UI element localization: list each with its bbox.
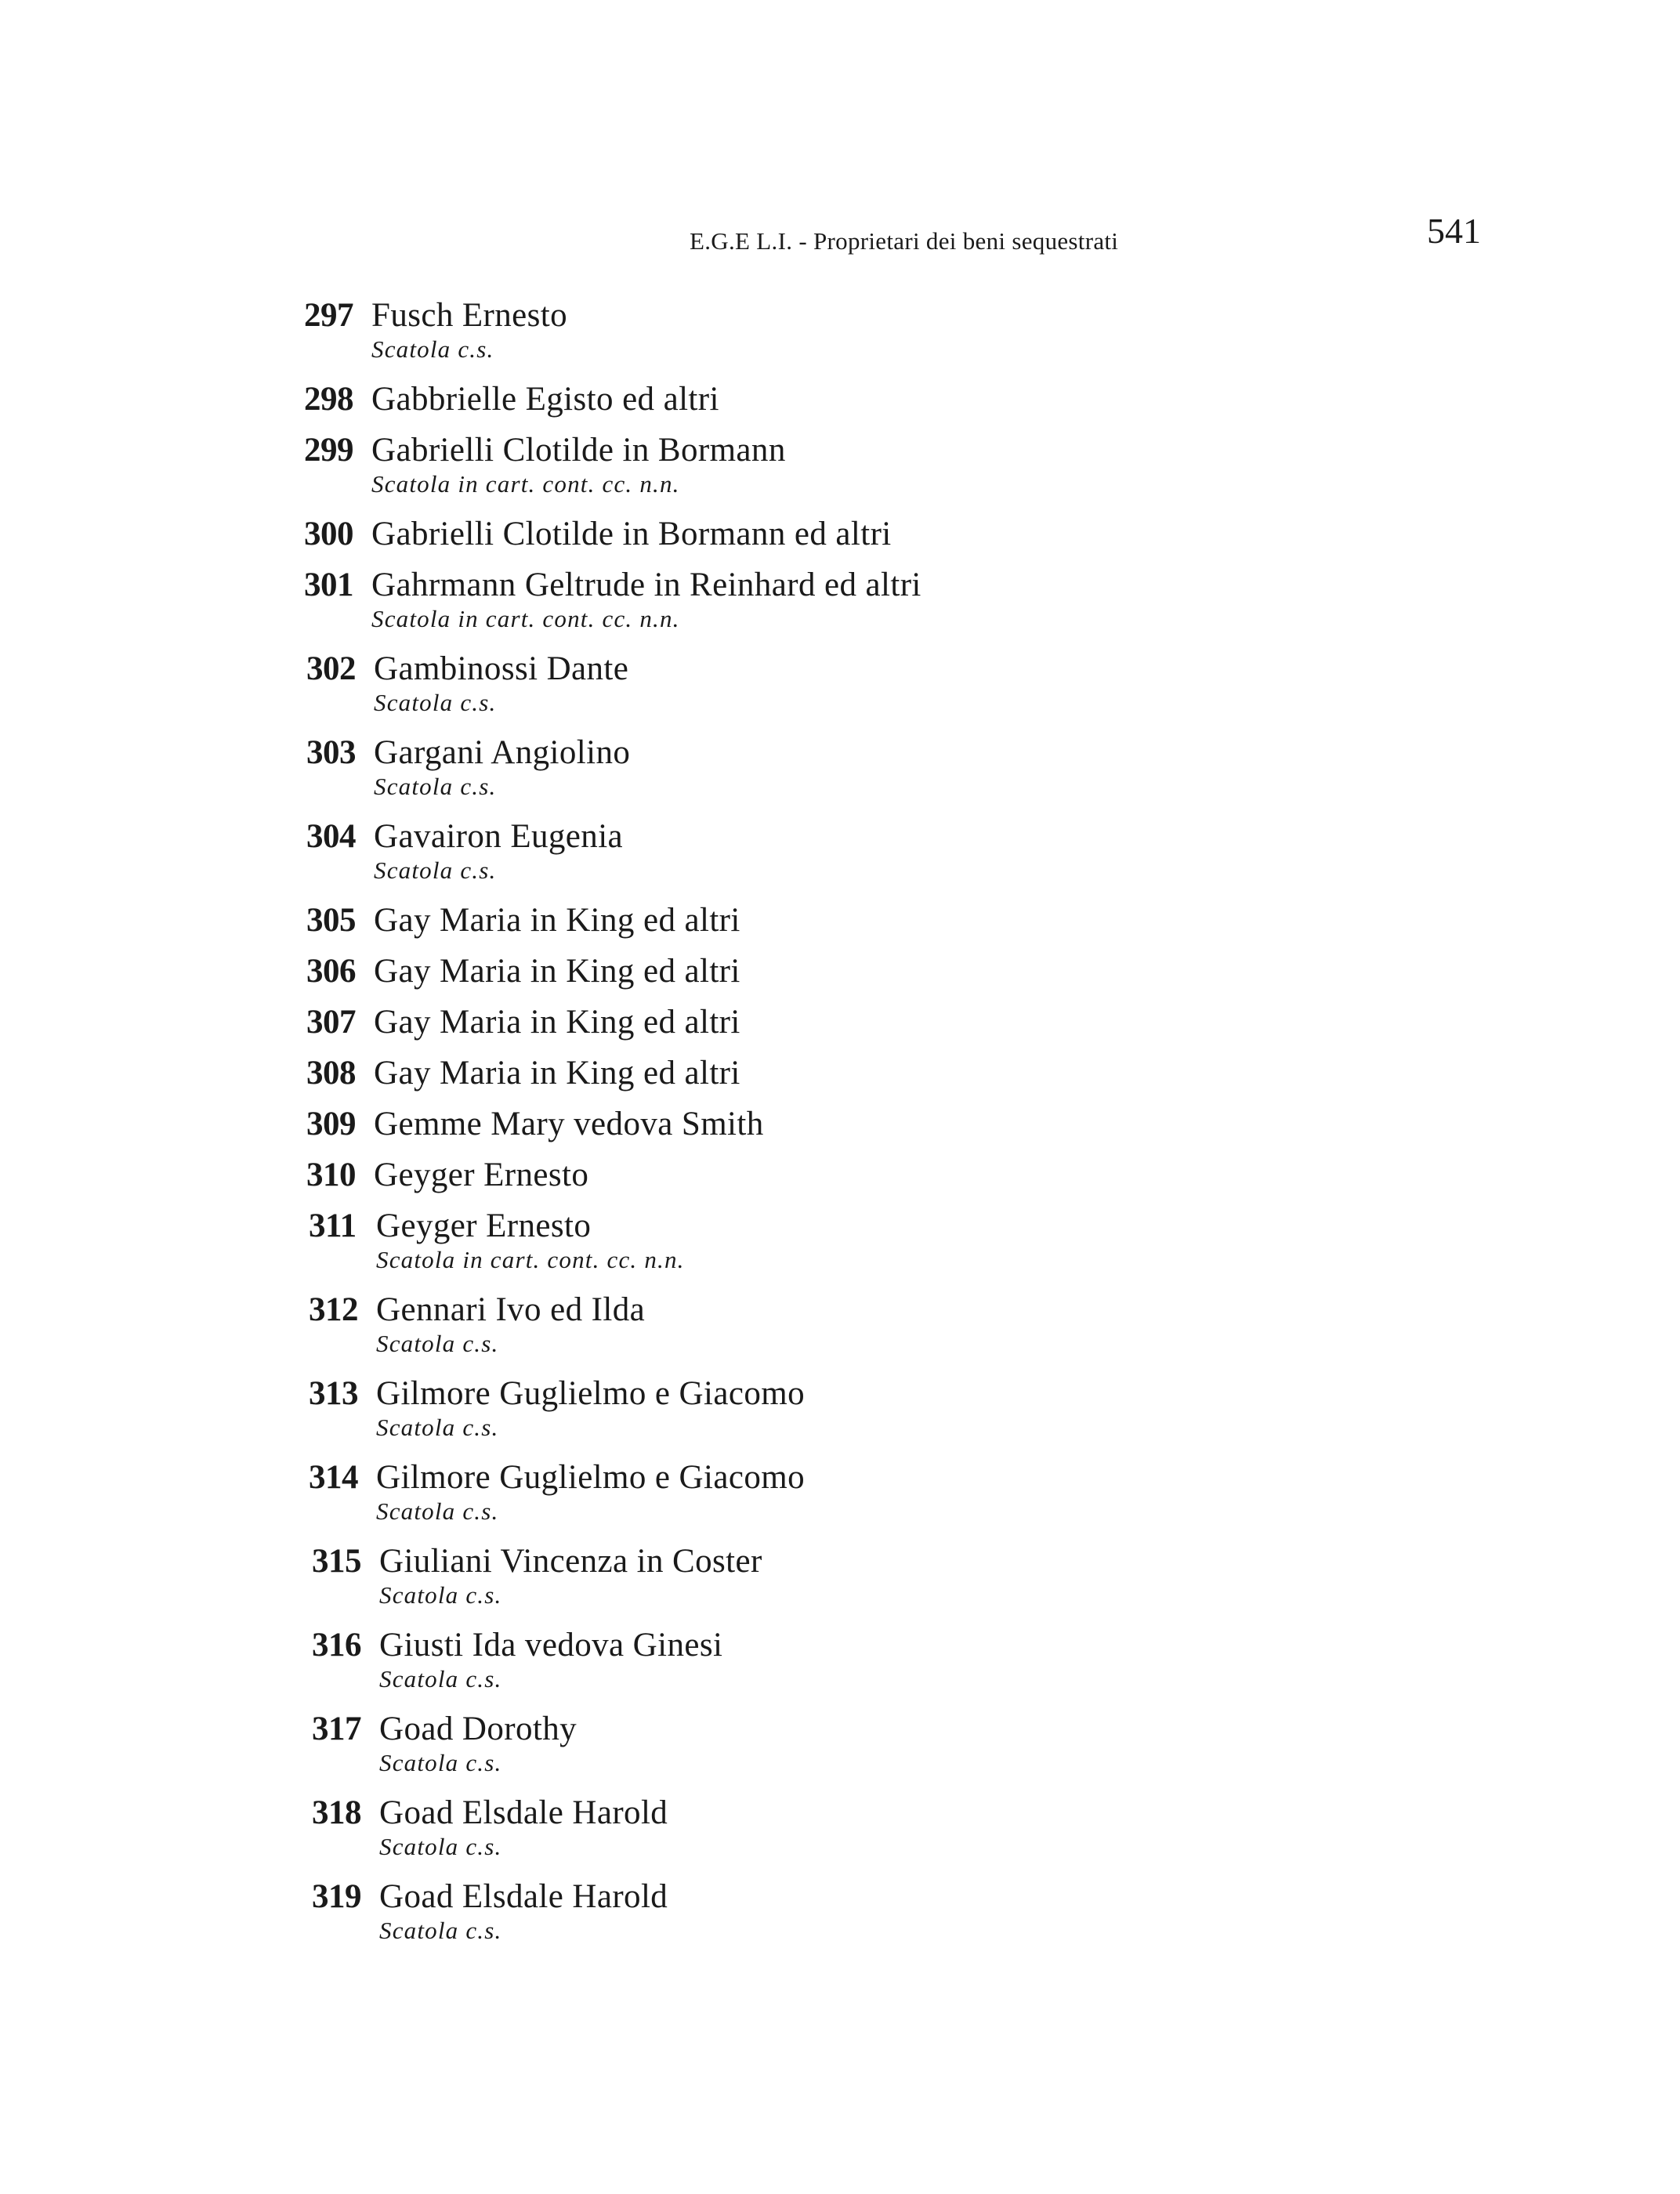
entry-name: Gennari Ivo ed Ilda <box>376 1291 646 1328</box>
entry-note: Scatola c.s. <box>379 1581 502 1609</box>
list-item <box>312 1877 1409 1961</box>
entry-name: Gay Maria in King ed altri <box>374 953 740 990</box>
entry-name: Fusch Ernesto <box>371 297 568 334</box>
entry-number: 308 <box>306 1055 356 1092</box>
entry-body <box>379 1710 1409 1777</box>
entry-number: 305 <box>306 902 356 939</box>
entry-note: Scatola c.s. <box>379 1749 502 1776</box>
entry-note: Scatola c.s. <box>374 689 497 716</box>
entry-name: Gilmore Guglielmo e Giacomo <box>376 1459 805 1496</box>
list-item <box>309 1458 1406 1542</box>
list-item <box>306 650 1403 733</box>
page-number: 541 <box>1427 211 1481 251</box>
entry-note: Scatola in cart. cont. cc. n.n. <box>371 605 680 632</box>
entry-body <box>371 296 1401 364</box>
entry-body <box>374 650 1403 717</box>
entry-note: Scatola c.s. <box>379 1665 502 1693</box>
list-item <box>306 733 1403 817</box>
entry-body <box>374 733 1403 801</box>
entry-body <box>379 1877 1409 1945</box>
entry-name: Gavairon Eugenia <box>374 818 624 855</box>
entry-body <box>374 901 1403 940</box>
list-item <box>306 901 1403 952</box>
entry-body <box>374 1054 1403 1093</box>
entry-name: Goad Elsdale Harold <box>379 1878 668 1915</box>
running-head: E.G.E L.I. - Proprietari dei beni sequestrati <box>690 227 1119 255</box>
entry-number: 319 <box>312 1878 361 1915</box>
list-item <box>306 1054 1403 1105</box>
entry-name: Goad Elsdale Harold <box>379 1794 668 1831</box>
entry-body <box>376 1374 1406 1442</box>
list-item <box>312 1710 1409 1794</box>
entry-number: 304 <box>306 818 356 855</box>
entry-body <box>374 1156 1403 1195</box>
entry-number: 315 <box>312 1543 361 1580</box>
entry-name: Gabbrielle Egisto ed altri <box>371 381 719 418</box>
list-item <box>306 1105 1403 1156</box>
entry-number: 312 <box>309 1291 358 1328</box>
entry-list <box>304 296 1401 1961</box>
entry-note: Scatola c.s. <box>374 773 497 800</box>
entry-note: Scatola c.s. <box>376 1414 499 1441</box>
list-item <box>309 1207 1406 1291</box>
entry-name: Gabrielli Clotilde in Bormann ed altri <box>371 516 892 552</box>
entry-note: Scatola c.s. <box>376 1497 499 1525</box>
entry-number: 317 <box>312 1711 361 1747</box>
entry-body <box>379 1626 1409 1693</box>
entry-name: Goad Dorothy <box>379 1711 578 1747</box>
entry-number: 300 <box>304 516 353 552</box>
list-item <box>304 431 1401 515</box>
entry-body <box>376 1291 1406 1358</box>
entry-note: Scatola c.s. <box>379 1833 502 1860</box>
entry-body <box>374 817 1403 885</box>
list-item <box>312 1626 1409 1710</box>
entry-number: 311 <box>309 1207 357 1244</box>
list-item <box>304 296 1401 380</box>
entry-body <box>374 1105 1403 1144</box>
entry-note: Scatola c.s. <box>371 335 494 363</box>
entry-body <box>374 952 1403 991</box>
list-item <box>312 1542 1409 1626</box>
entry-body <box>371 431 1401 498</box>
entry-number: 318 <box>312 1794 361 1831</box>
entry-name: Gay Maria in King ed altri <box>374 902 740 939</box>
entry-number: 314 <box>309 1459 358 1496</box>
entry-name: Gabrielli Clotilde in Bormann <box>371 432 786 469</box>
entry-body <box>379 1794 1409 1861</box>
list-item <box>304 380 1401 431</box>
entry-note: Scatola in cart. cont. cc. n.n. <box>371 470 680 498</box>
entry-note: Scatola c.s. <box>374 856 497 884</box>
entry-name: Giuliani Vincenza in Coster <box>379 1543 762 1580</box>
list-item <box>309 1374 1406 1458</box>
entry-number: 302 <box>306 650 356 687</box>
entry-number: 309 <box>306 1106 356 1142</box>
entry-name: Gambinossi Dante <box>374 650 629 687</box>
entry-name: Gay Maria in King ed altri <box>374 1055 740 1092</box>
list-item <box>309 1291 1406 1374</box>
entry-number: 306 <box>306 953 356 990</box>
entry-number: 298 <box>304 381 353 418</box>
entry-number: 303 <box>306 734 356 771</box>
list-item <box>304 515 1401 566</box>
entry-body <box>374 1003 1403 1042</box>
entry-note: Scatola c.s. <box>376 1330 499 1357</box>
entry-body <box>371 515 1401 554</box>
entry-name: Geyger Ernesto <box>376 1207 592 1244</box>
entry-number: 299 <box>304 432 353 469</box>
entry-name: Gay Maria in King ed altri <box>374 1004 740 1041</box>
entry-body <box>376 1458 1406 1526</box>
entry-body <box>371 566 1401 633</box>
entry-number: 307 <box>306 1004 356 1041</box>
entry-body <box>379 1542 1409 1609</box>
list-item <box>306 952 1403 1003</box>
list-item <box>306 1156 1403 1207</box>
entry-number: 297 <box>304 297 353 334</box>
entry-name: Gilmore Guglielmo e Giacomo <box>376 1375 805 1412</box>
entry-name: Giusti Ida vedova Ginesi <box>379 1627 723 1664</box>
entry-number: 316 <box>312 1627 361 1664</box>
entry-number: 301 <box>304 567 353 603</box>
entry-name: Gemme Mary vedova Smith <box>374 1106 764 1142</box>
list-item <box>312 1794 1409 1877</box>
list-item <box>306 1003 1403 1054</box>
entry-note: Scatola c.s. <box>379 1917 502 1944</box>
entry-name: Gargani Angiolino <box>374 734 631 771</box>
entry-note: Scatola in cart. cont. cc. n.n. <box>376 1246 685 1273</box>
page-header <box>690 210 1481 273</box>
list-item <box>306 817 1403 901</box>
entry-name: Geyger Ernesto <box>374 1157 589 1193</box>
entry-name: Gahrmann Geltrude in Reinhard ed altri <box>371 567 921 603</box>
entry-number: 313 <box>309 1375 358 1412</box>
list-item <box>304 566 1401 650</box>
entry-body <box>376 1207 1406 1274</box>
entry-body <box>371 380 1401 419</box>
entry-number: 310 <box>306 1157 356 1193</box>
